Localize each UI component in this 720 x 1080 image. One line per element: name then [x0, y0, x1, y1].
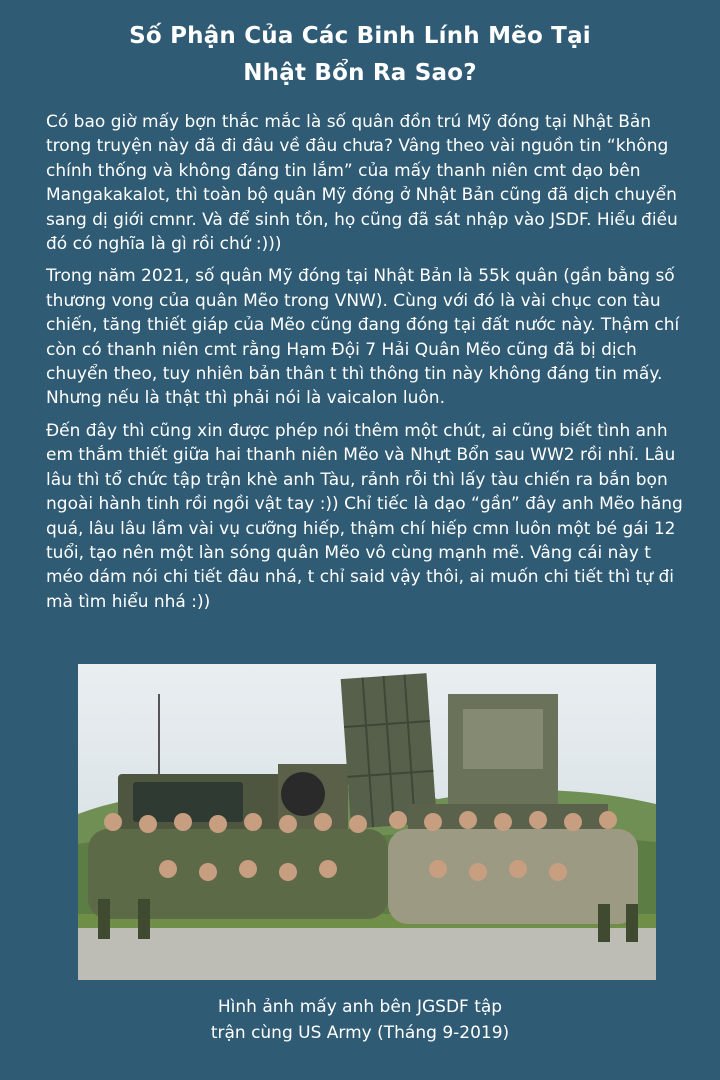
military-photo: [78, 664, 656, 980]
article-body: [46, 110, 686, 622]
title-line-1: Số Phận Của Các Binh Lính Mẽo Tại: [129, 23, 591, 49]
photo-caption: [0, 994, 720, 1046]
caption-line-2: trận cùng US Army (Tháng 9-2019): [210, 1023, 510, 1043]
paragraph-2: Trong năm 2021, số quân Mỹ đóng tại Nhật Bản là 55k quân (gần bằng số thương vong của quân Mẽo trong VNW). Cùng với đó là vài chục con tàu chiến, tăng thiết giáp của Mẽo cũng đang đóng tại đất nước này. Thậm chí còn có thanh niên cmt rằng Hạm Đội 7 Hải Quân Mẽo cũng đã bị dịch chuyển theo, tuy nhiên bản thân t thì thông tin này không đáng tin mấy. Nhưng nếu là thật thì phải nói là vaicalon luôn.: [46, 266, 680, 409]
title-line-2: Nhật Bổn Ra Sao?: [243, 60, 477, 86]
paragraph-1: Có bao giờ mấy bợn thắc mắc là số quân đồn trú Mỹ đóng tại Nhật Bản trong truyện này đã đi đâu về đâu chưa? Vâng theo vài nguồn tin “không chính thống và không đáng tin lắm” của mấy thanh niên cmt dạo bên Mangakakalot, thì toàn bộ quân Mỹ đóng ở Nhật Bản cũng đã dịch chuyển sang dị giới cmnr. Và để sinh tồn, họ cũng đã sát nhập vào JSDF. Hiểu điều đó có nghĩa là gì rồi chứ :))): [46, 112, 678, 255]
page-title: [0, 18, 720, 92]
caption-line-1: Hình ảnh mấy anh bên JGSDF tập: [217, 997, 503, 1017]
photo-illustration: [78, 664, 656, 980]
paragraph-3: Đến đây thì cũng xin được phép nói thêm một chút, ai cũng biết tình anh em thắm thiết giữa hai thanh niên Mẽo và Nhựt Bổn sau WW2 rồi nhỉ. Lâu lâu thì tổ chức tập trận khè anh Tàu, rảnh rỗi thì lấy tàu chiến ra bắn bọn ngoài hành tinh rồi ngồi vật tay :)) Chỉ tiếc là dạo “gần” đây anh Mẽo hăng quá, lâu lâu lầm vài vụ cưỡng hiếp, thậm chí hiếp cmn luôn một bé gái 12 tuổi, tạo nên một làn sóng quân Mẽo vô cùng mạnh mẽ. Vâng cái này t méo dám nói chi tiết đâu nhá, t chỉ said vậy thôi, ai muốn chi tiết thì tự đi mà tìm hiểu nhá :)): [46, 420, 683, 612]
